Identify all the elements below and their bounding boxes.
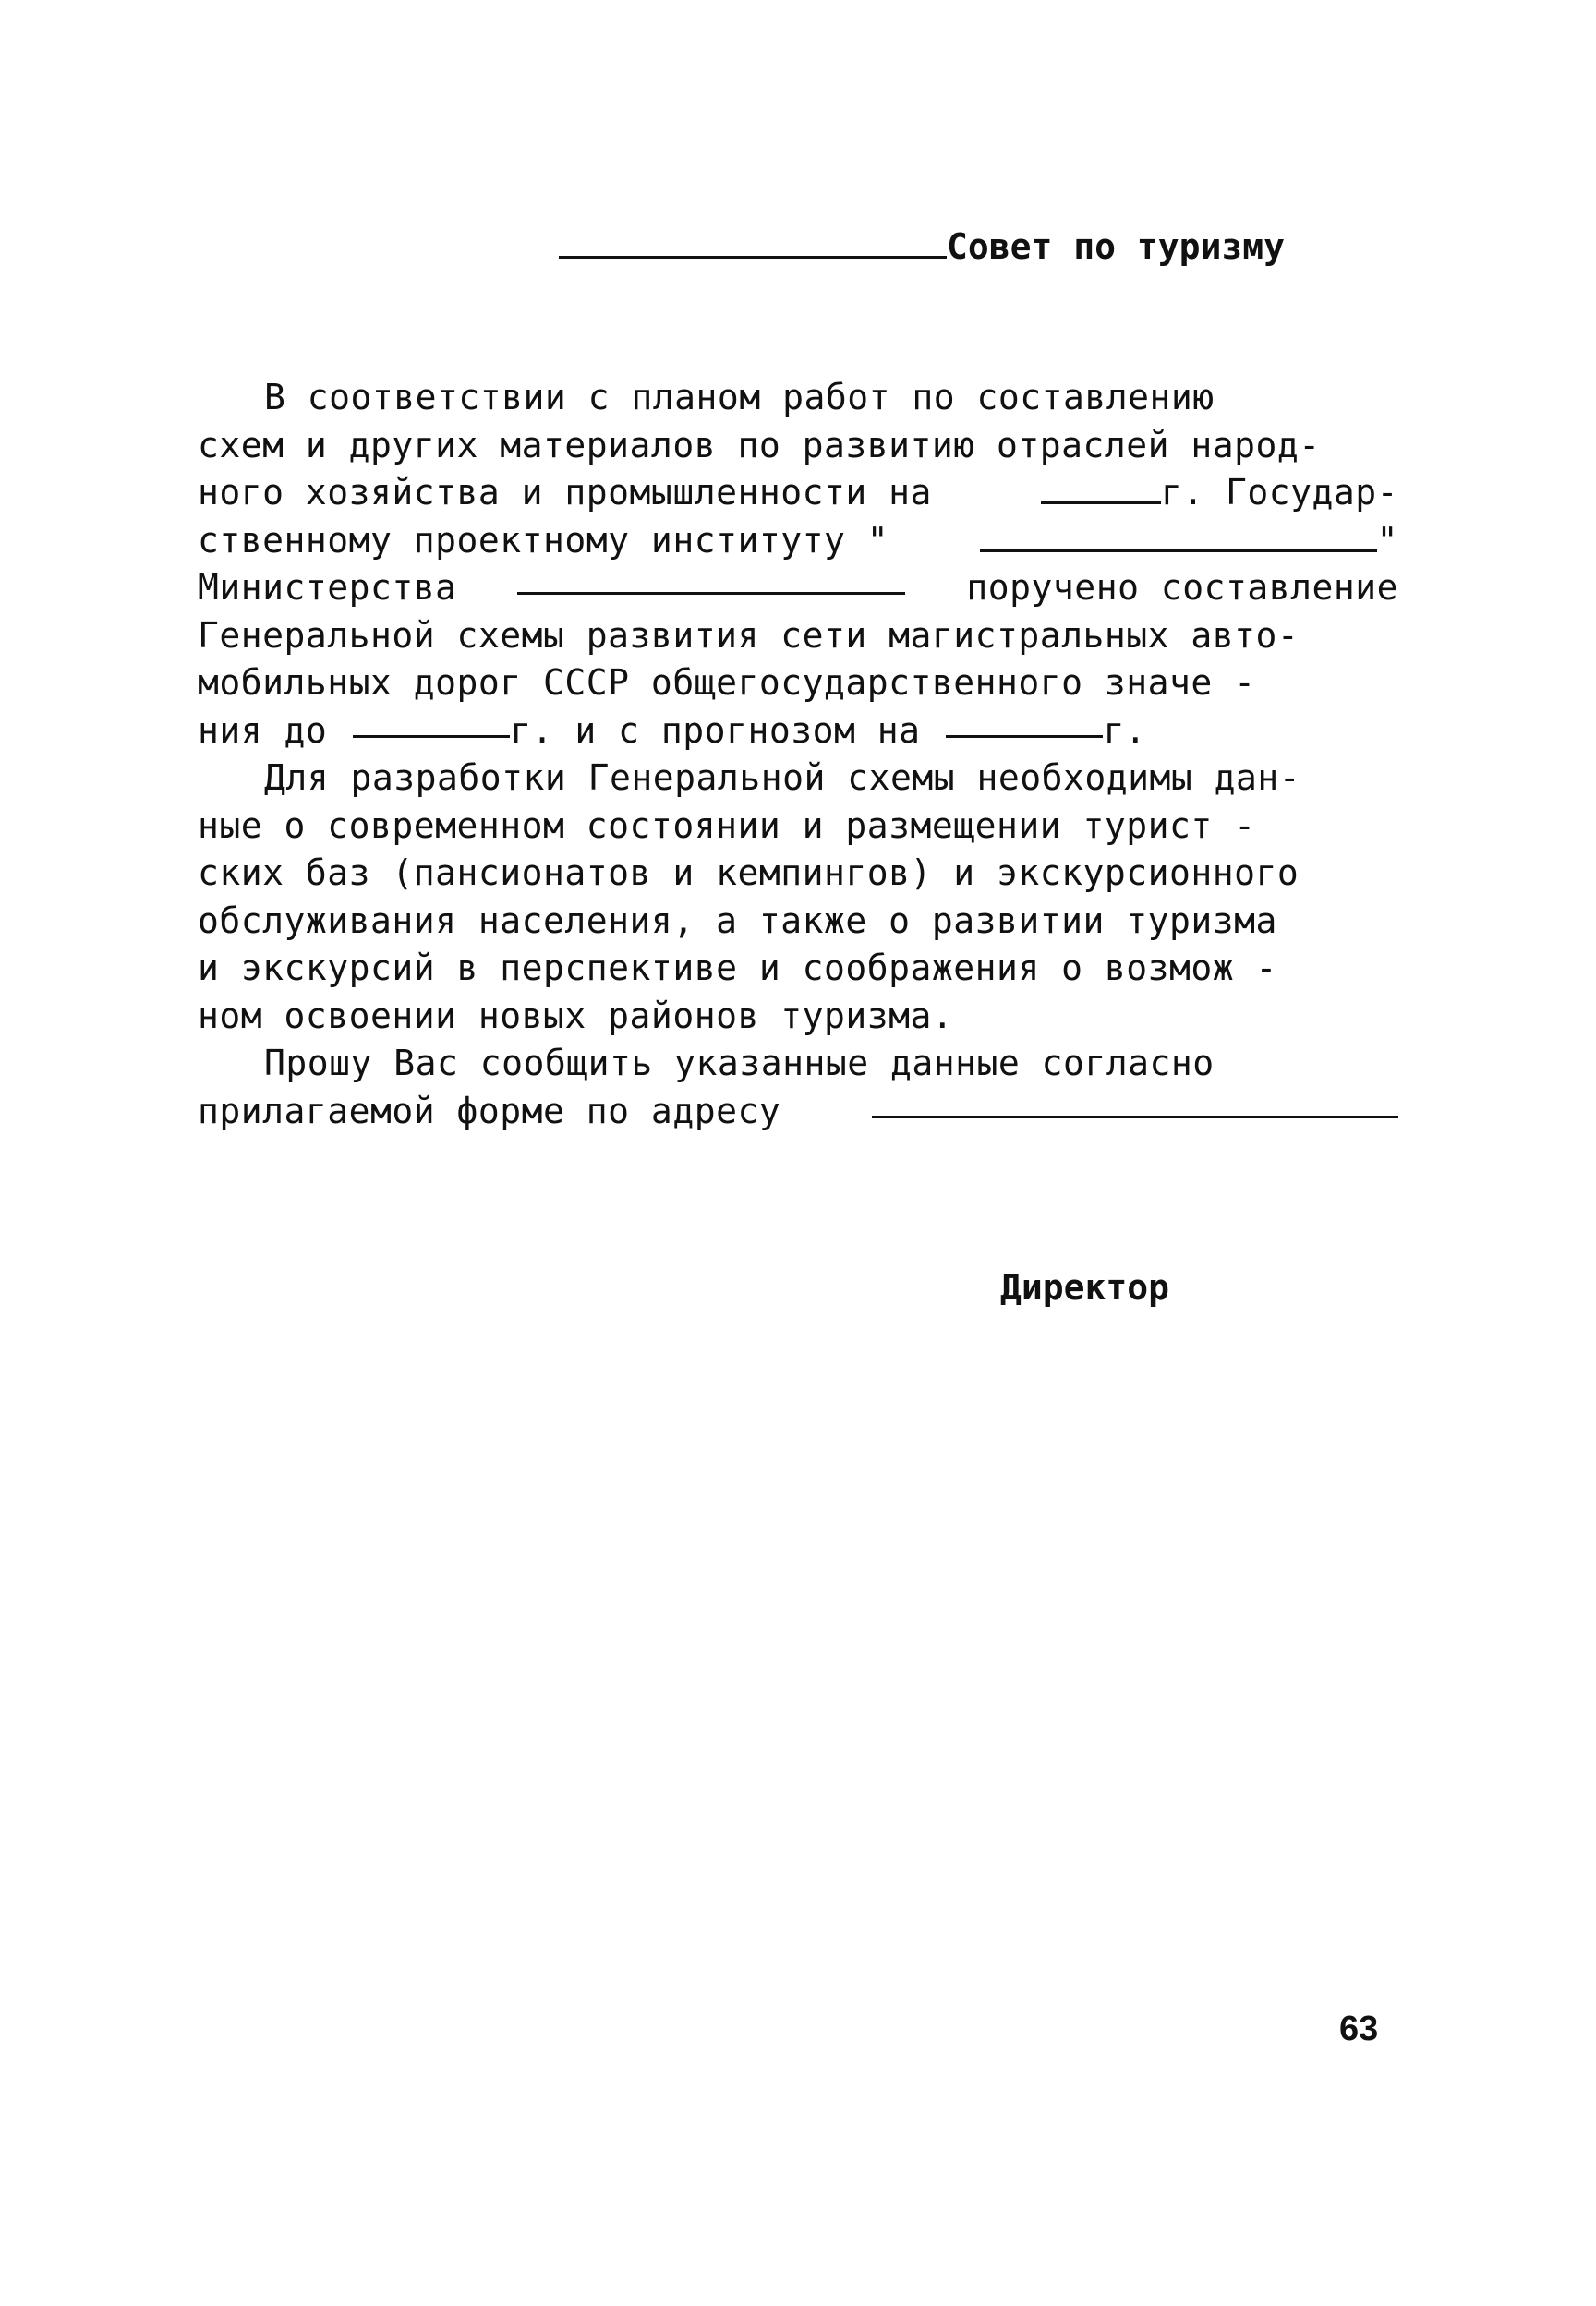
p1-line-1: В соответствии с планом работ по составлению [264, 377, 1215, 417]
paragraph-1 [198, 374, 1398, 755]
p1-line-8: ния до г. и с прогнозом на г. [198, 707, 1398, 755]
paragraph-2 [198, 755, 1398, 1040]
paragraph-3 [198, 1040, 1398, 1135]
page-number: 63 [1339, 2010, 1379, 2048]
p3-line-2: прилагаемой форме по адресу [198, 1088, 1398, 1136]
address-blank [872, 1088, 1398, 1118]
p2-line-1: Для разработки Генеральной схемы необходимы дан- [264, 757, 1301, 798]
p2-line-6: ном освоении новых районов туризма. [198, 995, 954, 1036]
year-blank-1 [1041, 474, 1161, 504]
signature-title: Директор [1000, 1267, 1170, 1308]
letter-body [198, 374, 1398, 1135]
p2-line-4: обслуживания населения, а также о развитии туризма [198, 899, 1277, 941]
institute-blank [980, 522, 1377, 552]
ministry-blank [517, 564, 905, 595]
p2-line-3: ских баз (пансионатов и кемпингов) и экскурсионного [198, 852, 1300, 893]
p1-line-5: Министерства поручено составление [198, 564, 1398, 612]
p2-line-2: ные о современном состоянии и размещении турист - [198, 804, 1256, 846]
p1-line-7: мобильных дорог СССР общегосударственного значе - [198, 662, 1256, 703]
addressee-text: Совет по туризму [947, 226, 1286, 267]
p1-line-6: Генеральной схемы развития сети магистральных авто- [198, 614, 1300, 656]
addressee-line [559, 226, 1285, 267]
p2-line-5: и экскурсий в перспективе и соображения о возмож - [198, 948, 1277, 988]
p1-line-2: схем и других материалов по развитию отраслей народ- [198, 424, 1321, 465]
addressee-blank [559, 228, 947, 259]
p1-line-3: ного хозяйства и промышленности на г. Государ- [198, 472, 1398, 513]
p1-line-4: ственному проектному институту " " [198, 519, 1398, 561]
year-blank-3 [946, 707, 1103, 738]
year-blank-2 [353, 707, 510, 738]
p3-line-1: Прошу Вас сообщить указанные данные согласно [264, 1043, 1215, 1083]
